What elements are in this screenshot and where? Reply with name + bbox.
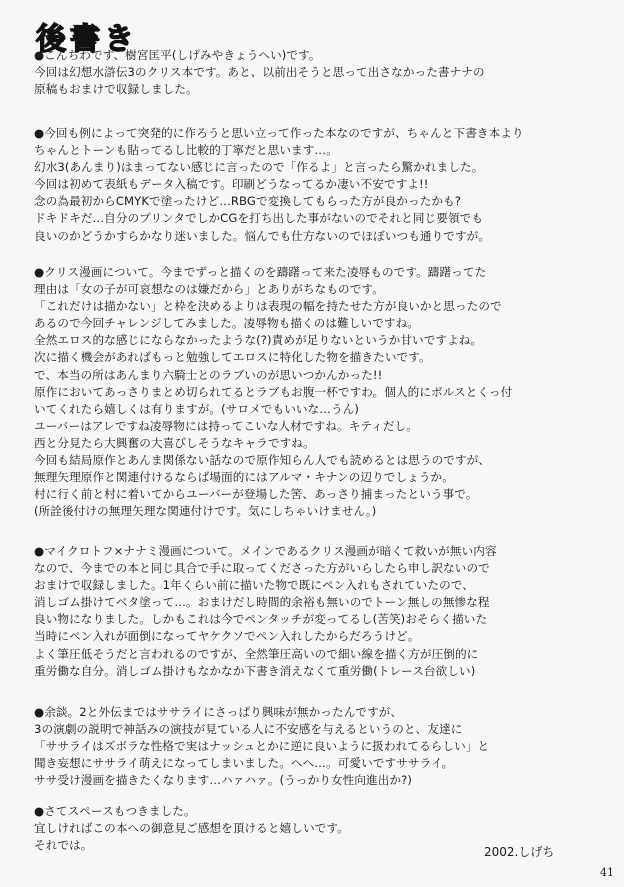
paragraph-chris-manga: ●クリス漫画について。今までずっと描くのを躊躇って来た凌辱ものです。躊躇ってた 理由は「女の子が可哀想なのは嫌だから」とありがちなものです。 「これだけは描かない」と枠を決めるよりは表現の幅を持たせた方が良いかと思ったので あるので今回チャレンジしてみました。凌辱物も描くのは難しいですね。 全然エロス的な感じにならなかったような(?)責めが足りないというか甘いですよね。 次に描く機会があればもっと勉強してエロスに特化した物を描きたいです。 で、本当の所はあんまり六騎士とのラブいのが思いつかんかった!! 原作においてあっさりまとめ切られてるとラブもお腹一杯ですわ。個人的にボルスとくっ付 いてくれたら嬉しくは有りますが。(サロメでもいいな…うん) ユーバーはアレですね凌辱物には持ってこいな人材ですね。キティだし。 西と分見たら大興奮の大喜びしそうなキャラですね。 今回も結局原作とあんま関係ない話なので原作知らん人でも読めるとは思うのですが、 無理矢理原作と関連付けるならば場面的にはアルマ・キナンの辺りでしょうか。 村に行く前と村に着いてからユーバーが登場した筈、あっさり捕まったという事で。 (所詮後付けの無理矢理な関連付けです。気にしちゃいけません。) [34,265,513,519]
paragraph-aside: ●余談。2と外伝まではササライにさっぱり興味が無かったんですが、 3の演劇の説明で神話みの演技が見ている人に不安感を与えるというのと、友達に 「ササライはズボラな性格で実はナッシュとかに逆に良いように扱われてるらしい」と 聞き妄想にササライ萌えになってしまいました。へへ…。可愛いですササライ。 ササ受け漫画を描きたくなります…ハァハァ。(うっかり女性向進出か?) [34,705,490,788]
paragraph-closing: ●さてスペースもつきました。 宜しければこの本への御意見ご感想を頂けると嬉しいです。 それでは。 [34,804,349,853]
page-number: 41 [600,866,614,879]
signature: 2002.しげち [484,845,555,859]
paragraph-production: ●今回も例によって突発的に作ろうと思い立って作った本なのですが、ちゃんと下書き本より ちゃんとトーンも貼ってるし比較的丁寧だと思います…。 幻水3(あんまり)はまってない感じに言ったので「作るよ」と言ったら驚かれました。 今回は初めて表紙もデータ入稿です。印刷どうなってるか凄い不安ですよ!! 念の為最初からCMYKで塗ったけど…RBGで変換してもらった方が良かったかも? ドキドキだ…自分のプリンタでしかCGを打ち出した事がないのでそれと同じ要領でも 良いのかどうかすらかなり迷いました。悩んでも仕方ないのでほぼいつも通りですが。 [34,126,524,243]
paragraph-microtoph-nanami: ●マイクロトフ×ナナミ漫画について。メインであるクリス漫画が暗くて救いが無い内容 なので、今までの本と同じ具合で手に取ってくださった方がいらしたら申し訳ないので おまけで収録しました。1年くらい前に描いた物で既にペン入れもされていたので、 消しゴム掛けてベタ塗って…。おまけだし時間的余裕も無いのでトーン無しの無惨な程 良い物になりました。しかもこれは今でペンタッチが変ってるし(苦笑)おそらく描いた 当時にペン入れが面倒になってヤケクソでペン入れしたからだろうけど。 よく筆圧低そうだと言われるのですが、全然筆圧高いので細い線を描く方が圧倒的に 重労働な自分。消しゴム掛けもなかなか下書き消えなくて重労働(トレース台欲しい) [34,544,497,678]
page-title: 後書き [36,22,138,57]
paragraph-intro: ●こんちわです、樹宮匡平(しげみやきょうへい)です。 今回は幻想水滸伝3のクリス本です。あと、以前出そうと思って出さなかった書ナナの 原稿もおまけで収録しました。 [34,48,485,97]
